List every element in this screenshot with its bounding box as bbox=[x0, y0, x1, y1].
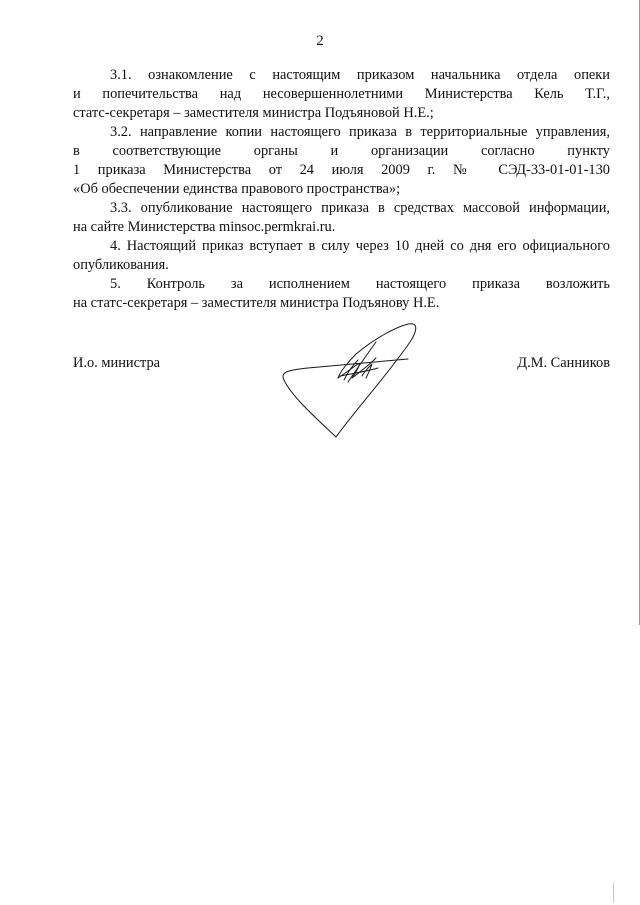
paragraph-3-1-line-2: и попечительства над несовершеннолетними Министерства Кель Т.Г., bbox=[73, 86, 610, 102]
paragraph-4-line-2: опубликования. bbox=[73, 257, 169, 273]
scan-mark bbox=[613, 883, 614, 903]
paragraph-3-2-line-4: «Об обеспечении единства правового пространства»; bbox=[73, 181, 401, 197]
paragraph-3-2-line-3: 1 приказа Министерства от 24 июля 2009 г. № СЭД-33-01-01-130 bbox=[73, 162, 610, 178]
paragraph-3-2-line-1: 3.2. направление копии настоящего приказа в территориальные управления, bbox=[110, 124, 610, 140]
paragraph-5-line-2: на статс-секретаря – заместителя министра Подъянову Н.Е. bbox=[73, 295, 440, 311]
paragraph-3-2-line-2: в соответствующие органы и организации согласно пункту bbox=[73, 143, 610, 159]
signatory-title: И.о. министра bbox=[73, 355, 161, 371]
paragraph-3-1-line-3: статс-секретаря – заместителя министра Подъяновой Н.Е.; bbox=[73, 105, 434, 121]
handwritten-signature bbox=[278, 302, 428, 442]
paragraph-3-3-line-2: на сайте Министерства minsoc.permkrai.ru. bbox=[73, 219, 336, 235]
paragraph-3-3-line-1: 3.3. опубликование настоящего приказа в средствах массовой информации, bbox=[110, 200, 610, 216]
paragraph-3-1-line-1: 3.1. ознакомление с настоящим приказом начальника отдела опеки bbox=[110, 67, 610, 83]
paragraph-5-line-1: 5. Контроль за исполнением настоящего приказа возложить bbox=[110, 276, 610, 292]
signatory-name: Д.М. Санников bbox=[517, 355, 610, 371]
page-number: 2 bbox=[316, 33, 324, 49]
paragraph-4-line-1: 4. Настоящий приказ вступает в силу через 10 дней со дня его официального bbox=[110, 238, 610, 254]
document-body bbox=[73, 66, 610, 313]
